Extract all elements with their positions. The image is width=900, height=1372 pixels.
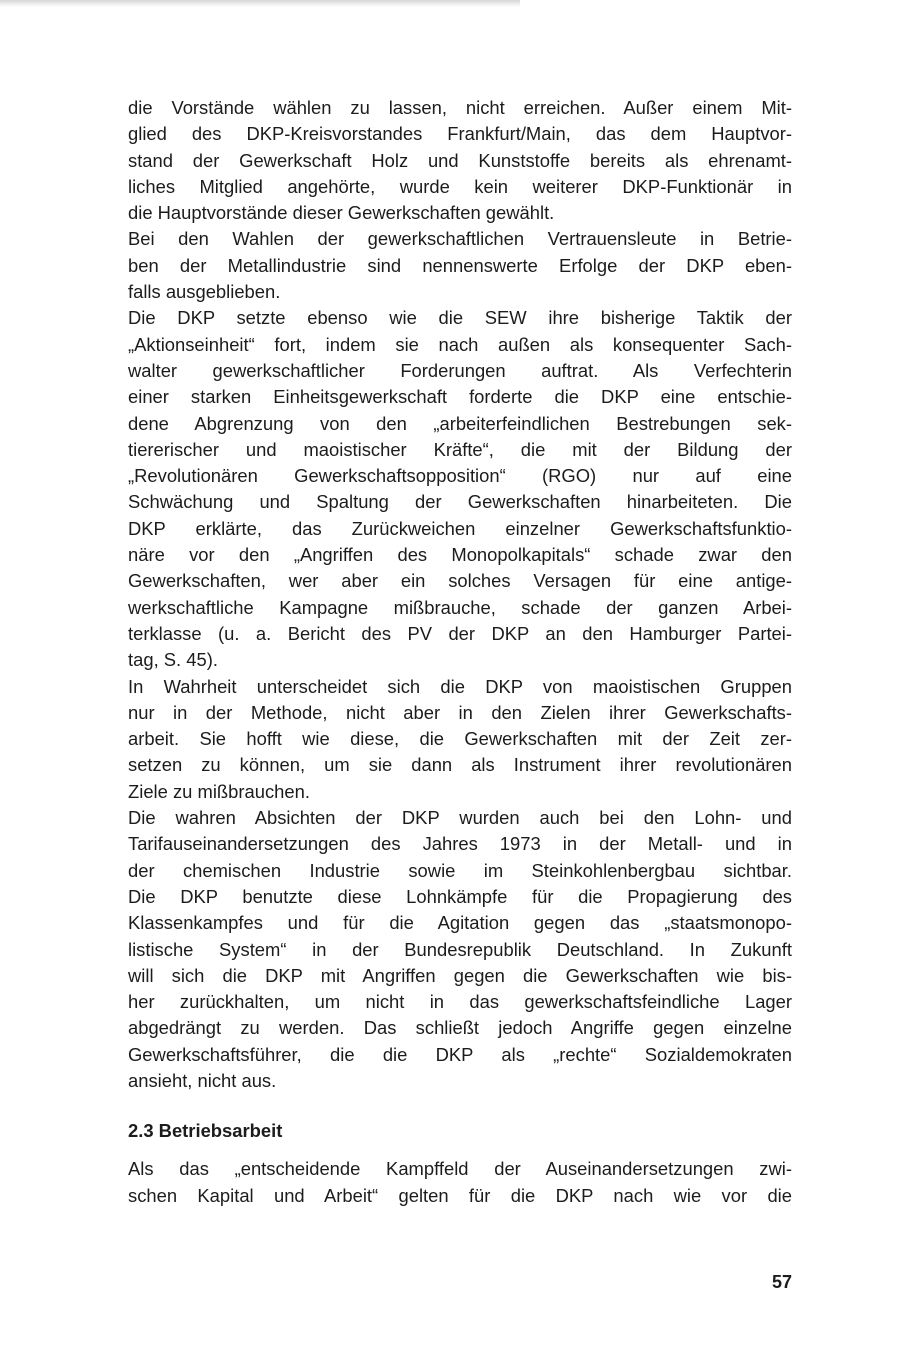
paragraph	[128, 305, 792, 673]
text-line: Die DKP setzte ebenso wie die SEW ihre bisherige Taktik der	[128, 307, 792, 329]
text-line: Ziele zu mißbrauchen.	[128, 780, 310, 802]
text-line: DKP erklärte, das Zurückweichen einzelner Gewerkschaftsfunktio-	[128, 517, 792, 539]
text-line: Gewerkschaftsführer, die die DKP als „rechte“ Sozialdemokraten	[128, 1043, 792, 1065]
text-line: her zurückhalten, um nicht in das gewerkschaftsfeindliche Lager	[128, 991, 792, 1013]
text-line: falls ausgeblieben.	[128, 281, 281, 303]
text-line: liches Mitglied angehörte, wurde kein weiterer DKP-Funktionär in	[128, 175, 792, 197]
text-line: Schwächung und Spaltung der Gewerkschaften hinarbeiteten. Die	[128, 491, 792, 513]
paragraph	[128, 95, 792, 226]
page-number: 57	[771, 1272, 792, 1292]
text-line: abgedrängt zu werden. Das schließt jedoch Angriffe gegen einzelne	[128, 1017, 792, 1039]
page-body	[128, 95, 792, 1209]
text-line: „Revolutionären Gewerkschaftsopposition“ (RGO) nur auf eine	[128, 465, 792, 487]
text-line: setzen zu können, um sie dann als Instrument ihrer revolutionären	[128, 754, 792, 776]
text-line: die Hauptvorstände dieser Gewerkschaften gewählt.	[128, 202, 555, 224]
text-line: Tarifauseinandersetzungen des Jahres 1973 in der Metall- und in	[128, 833, 792, 855]
text-line: ansieht, nicht aus.	[128, 1069, 277, 1091]
text-line: Klassenkampfes und für die Agitation gegen das „staatsmonopo-	[128, 912, 792, 934]
text-line: einer starken Einheitsgewerkschaft forderte die DKP eine entschie-	[128, 386, 792, 408]
text-line: Als das „entscheidende Kampffeld der Auseinandersetzungen zwi-	[128, 1158, 792, 1180]
text-line: Die DKP benutzte diese Lohnkämpfe für die Propagierung des	[128, 885, 792, 907]
section-heading: 2.3 Betriebsarbeit	[128, 1120, 283, 1142]
text-line: In Wahrheit unterscheidet sich die DKP von maoistischen Gruppen	[128, 675, 792, 697]
text-line: dene Abgrenzung von den „arbeiterfeindlichen Bestrebungen sek-	[128, 412, 792, 434]
text-line: werkschaftliche Kampagne mißbrauche, schade der ganzen Arbei-	[128, 596, 792, 618]
text-line: Bei den Wahlen der gewerkschaftlichen Vertrauensleute in Betrie-	[128, 228, 792, 250]
text-line: arbeit. Sie hofft wie diese, die Gewerkschaften mit der Zeit zer-	[128, 728, 792, 750]
text-line: die Vorstände wählen zu lassen, nicht erreichen. Außer einem Mit-	[128, 97, 792, 118]
text-line: schen Kapital und Arbeit“ gelten für die DKP nach wie vor die	[128, 1184, 792, 1206]
text-line: ben der Metallindustrie sind nennenswerte Erfolge der DKP eben-	[128, 254, 792, 276]
paragraph	[128, 1156, 792, 1209]
text-line: listische System“ in der Bundesrepublik Deutschland. In Zukunft	[128, 938, 792, 960]
text-line: nur in der Methode, nicht aber in den Zielen ihrer Gewerkschafts-	[128, 701, 792, 723]
text-line: Die wahren Absichten der DKP wurden auch bei den Lohn- und	[128, 807, 792, 829]
text-line: stand der Gewerkschaft Holz und Kunststoffe bereits als ehrenamt-	[128, 149, 792, 171]
text-line: walter gewerkschaftlicher Forderungen auftrat. Als Verfechterin	[128, 359, 792, 381]
text-line: näre vor den „Angriffen des Monopolkapitals“ schade zwar den	[128, 544, 792, 566]
paragraph	[128, 805, 792, 1094]
paragraph	[128, 674, 792, 805]
text-line: terklasse (u. a. Bericht des PV der DKP an den Hamburger Partei-	[128, 622, 792, 644]
text-line: der chemischen Industrie sowie im Steinkohlenbergbau sichtbar.	[128, 859, 792, 881]
scan-top-edge	[0, 0, 520, 7]
text-line: „Aktionseinheit“ fort, indem sie nach außen als konsequenter Sach-	[128, 333, 792, 355]
text-line: glied des DKP-Kreisvorstandes Frankfurt/Main, das dem Hauptvor-	[128, 123, 792, 145]
text-line: tag, S. 45).	[128, 649, 218, 671]
text-line: Gewerkschaften, wer aber ein solches Versagen für eine antige-	[128, 570, 792, 592]
text-line: will sich die DKP mit Angriffen gegen die Gewerkschaften wie bis-	[128, 964, 792, 986]
paragraph	[128, 226, 792, 305]
text-line: tiererischer und maoistischer Kräfte“, die mit der Bildung der	[128, 438, 792, 460]
